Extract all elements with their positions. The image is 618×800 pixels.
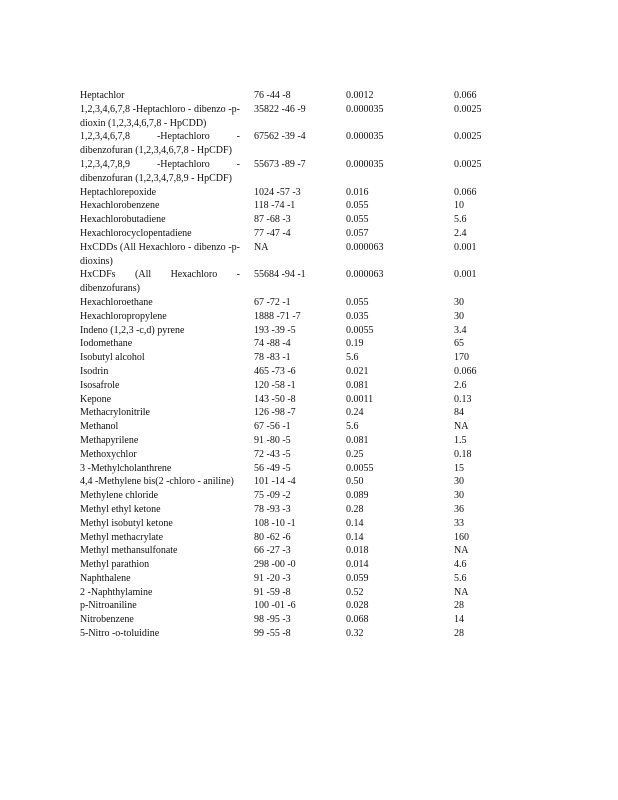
constituent-name-cell <box>80 475 254 489</box>
wastewater-value: 0.14 <box>346 517 364 529</box>
wastewater-value: 0.14 <box>346 531 364 543</box>
constituent-name-cell <box>80 89 254 103</box>
table-row <box>80 420 520 434</box>
table-row <box>80 489 520 503</box>
cas-number: 66 -27 -3 <box>254 545 291 557</box>
constituent-name-cell <box>80 558 254 572</box>
nonwastewater-value: 30 <box>454 310 464 322</box>
constituent-name: Iodomethane <box>80 338 133 350</box>
constituent-name-cell <box>80 599 254 613</box>
constituent-name: Naphthalene <box>80 572 131 584</box>
table-row <box>80 613 520 627</box>
constituent-name: Isosafrole <box>80 379 120 391</box>
cas-number: 108 -10 -1 <box>254 517 296 529</box>
nonwastewater-value: 4.6 <box>454 559 467 571</box>
cas-number: 67 -56 -1 <box>254 421 291 433</box>
table-row <box>80 627 520 641</box>
constituent-name: 1,2,3,4,6,7,8 -Heptachloro - dibenzofuran (1,2,3,4,6,7,8 - HpCDF) <box>80 131 240 157</box>
nonwastewater-value: 5.6 <box>454 214 467 226</box>
constituent-name-cell <box>80 503 254 517</box>
nonwastewater-value: 10 <box>454 200 464 212</box>
cas-number: 120 -58 -1 <box>254 379 296 391</box>
nonwastewater-value: 0.0025 <box>454 131 482 143</box>
table-row <box>80 186 520 200</box>
wastewater-value: 0.089 <box>346 490 369 502</box>
constituent-name: Isodrin <box>80 365 109 377</box>
constituent-name-cell <box>80 268 254 296</box>
wastewater-value: 0.24 <box>346 407 364 419</box>
cas-number: 193 -39 -5 <box>254 324 296 336</box>
wastewater-value: 0.028 <box>346 600 369 612</box>
table-row <box>80 241 520 269</box>
constituent-name-cell <box>80 420 254 434</box>
cas-number: 78 -83 -1 <box>254 352 291 364</box>
cas-number: 87 -68 -3 <box>254 214 291 226</box>
constituent-name-cell <box>80 462 254 476</box>
wastewater-value: 0.068 <box>346 614 369 626</box>
cas-number: 143 -50 -8 <box>254 393 296 405</box>
table-row <box>80 406 520 420</box>
wastewater-value: 0.0012 <box>346 90 374 101</box>
wastewater-value: 0.081 <box>346 434 369 446</box>
nonwastewater-value: 2.6 <box>454 379 467 391</box>
cas-number: 465 -73 -6 <box>254 365 296 377</box>
nonwastewater-value: 3.4 <box>454 324 467 336</box>
wastewater-value: 0.000035 <box>346 131 384 143</box>
constituent-name-cell <box>80 448 254 462</box>
wastewater-value: 0.057 <box>346 227 369 239</box>
cas-number: 76 -44 -8 <box>254 90 291 101</box>
table-row <box>80 268 520 296</box>
nonwastewater-value: 30 <box>454 296 464 308</box>
cas-number: 1024 -57 -3 <box>254 186 301 198</box>
cas-number: 80 -62 -6 <box>254 531 291 543</box>
constituent-name: Nitrobenzene <box>80 614 134 626</box>
wastewater-value: 0.52 <box>346 586 364 598</box>
wastewater-value: 0.016 <box>346 186 369 198</box>
constituent-name: Methanol <box>80 421 119 433</box>
nonwastewater-value: 0.066 <box>454 365 477 377</box>
table-row <box>80 130 520 158</box>
table-row <box>80 572 520 586</box>
constituent-name-cell <box>80 324 254 338</box>
table-row <box>80 337 520 351</box>
constituent-name: 5-Nitro -o-toluidine <box>80 628 160 640</box>
wastewater-value: 0.014 <box>346 559 369 571</box>
table-row <box>80 586 520 600</box>
wastewater-value: 0.055 <box>346 200 369 212</box>
cas-number: 98 -95 -3 <box>254 614 291 626</box>
constituent-name-cell <box>80 213 254 227</box>
nonwastewater-value: 30 <box>454 490 464 502</box>
constituent-name: 4,4 -Methylene bis(2 -chloro - aniline) <box>80 476 234 488</box>
wastewater-value: 0.000035 <box>346 103 384 115</box>
constituent-name: Methyl ethyl ketone <box>80 503 161 515</box>
wastewater-value: 5.6 <box>346 421 359 433</box>
constituent-name: Kepone <box>80 393 112 405</box>
wastewater-value: 0.0055 <box>346 462 374 474</box>
constituent-name: Methapyrilene <box>80 434 139 446</box>
constituent-name-cell <box>80 337 254 351</box>
constituent-name-cell <box>80 393 254 407</box>
table-row <box>80 462 520 476</box>
constituent-name-cell <box>80 296 254 310</box>
cas-number: 75 -09 -2 <box>254 490 291 502</box>
nonwastewater-value: 160 <box>454 531 469 543</box>
table-row <box>80 475 520 489</box>
constituent-name: Hexachloroethane <box>80 296 153 308</box>
constituent-name-cell <box>80 199 254 213</box>
nonwastewater-value: 170 <box>454 352 469 364</box>
nonwastewater-value: 30 <box>454 476 464 488</box>
constituent-name: p-Nitroaniline <box>80 600 137 612</box>
cas-number: 99 -55 -8 <box>254 628 291 640</box>
constituent-name: Hexachlorobutadiene <box>80 214 166 226</box>
wastewater-value: 0.059 <box>346 572 369 584</box>
constituent-name: Methyl methacrylate <box>80 531 164 543</box>
table-row <box>80 544 520 558</box>
constituent-name: 2 -Naphthylamine <box>80 586 153 598</box>
cas-number: 1888 -71 -7 <box>254 310 301 322</box>
nonwastewater-value: 0.066 <box>454 90 477 101</box>
cas-number: 72 -43 -5 <box>254 448 291 460</box>
table-row <box>80 448 520 462</box>
constituent-name-cell <box>80 434 254 448</box>
constituent-name-cell <box>80 613 254 627</box>
nonwastewater-value: 0.066 <box>454 186 477 198</box>
wastewater-value: 0.000063 <box>346 241 384 253</box>
constituent-name: Methylene chloride <box>80 490 159 502</box>
cas-number: 100 -01 -6 <box>254 600 296 612</box>
cas-number: 55673 -89 -7 <box>254 158 306 170</box>
constituent-name-cell <box>80 379 254 393</box>
constituent-name: Heptachlorepoxide <box>80 186 157 198</box>
cas-number: 118 -74 -1 <box>254 200 296 212</box>
cas-number: 74 -88 -4 <box>254 338 291 350</box>
constituent-name-cell <box>80 241 254 269</box>
nonwastewater-value: 5.6 <box>454 572 467 584</box>
wastewater-value: 0.000035 <box>346 158 384 170</box>
table-row <box>80 227 520 241</box>
constituent-name: Methacrylonitrile <box>80 407 150 419</box>
table-row <box>80 599 520 613</box>
cas-number: 91 -59 -8 <box>254 586 291 598</box>
constituent-name: Methoxychlor <box>80 448 137 460</box>
cas-number: 78 -93 -3 <box>254 503 291 515</box>
constituent-table <box>80 89 520 641</box>
table-row <box>80 213 520 227</box>
wastewater-value: 0.055 <box>346 214 369 226</box>
constituent-name-cell <box>80 406 254 420</box>
cas-number: 55684 -94 -1 <box>254 269 306 281</box>
nonwastewater-value: 65 <box>454 338 464 350</box>
nonwastewater-value: 28 <box>454 600 464 612</box>
nonwastewater-value: NA <box>454 421 469 433</box>
cas-number: 298 -00 -0 <box>254 559 296 571</box>
cas-number: 91 -20 -3 <box>254 572 291 584</box>
cas-number: 67 -72 -1 <box>254 296 291 308</box>
constituent-name: Methyl isobutyl ketone <box>80 517 173 529</box>
wastewater-value: 0.000063 <box>346 269 384 281</box>
wastewater-value: 0.035 <box>346 310 369 322</box>
constituent-name-cell <box>80 489 254 503</box>
constituent-name: 1,2,3,4,7,8,9 -Heptachloro - dibenzofuran (1,2,3,4,7,8,9 - HpCDF) <box>80 158 240 184</box>
nonwastewater-value: 2.4 <box>454 227 467 239</box>
nonwastewater-value: 0.13 <box>454 393 472 405</box>
constituent-name-cell <box>80 351 254 365</box>
table-row <box>80 365 520 379</box>
table-row <box>80 517 520 531</box>
wastewater-value: 0.055 <box>346 296 369 308</box>
table-row <box>80 531 520 545</box>
wastewater-value: 0.0055 <box>346 324 374 336</box>
cas-number: 56 -49 -5 <box>254 462 291 474</box>
constituent-name: HxCDFs (All Hexachloro - dibenzofurans) <box>80 269 240 295</box>
nonwastewater-value: 33 <box>454 517 464 529</box>
cas-number: 91 -80 -5 <box>254 434 291 446</box>
wastewater-value: 5.6 <box>346 352 359 364</box>
table-row <box>80 296 520 310</box>
nonwastewater-value: 1.5 <box>454 434 467 446</box>
nonwastewater-value: 28 <box>454 628 464 640</box>
nonwastewater-value: 0.0025 <box>454 158 482 170</box>
wastewater-value: 0.19 <box>346 338 364 350</box>
constituent-name: Hexachlorocyclopentadiene <box>80 227 192 239</box>
constituent-name: Hexachlorobenzene <box>80 200 160 212</box>
wastewater-value: 0.081 <box>346 379 369 391</box>
constituent-name-cell <box>80 310 254 324</box>
nonwastewater-value: NA <box>454 586 469 598</box>
table-row <box>80 434 520 448</box>
wastewater-value: 0.0011 <box>346 393 374 405</box>
constituent-name: 1,2,3,4,6,7,8 -Heptachloro - dibenzo -p-dioxin (1,2,3,4,6,7,8 - HpCDD) <box>80 103 240 129</box>
table-row <box>80 393 520 407</box>
wastewater-value: 0.50 <box>346 476 364 488</box>
nonwastewater-value: 15 <box>454 462 464 474</box>
constituent-name-cell <box>80 103 254 131</box>
cas-number: 101 -14 -4 <box>254 476 296 488</box>
table-body <box>80 89 520 641</box>
constituent-name-cell <box>80 586 254 600</box>
nonwastewater-value: 36 <box>454 503 464 515</box>
wastewater-value: 0.28 <box>346 503 364 515</box>
wastewater-value: 0.021 <box>346 365 369 377</box>
constituent-name-cell <box>80 517 254 531</box>
constituent-name-cell <box>80 227 254 241</box>
table-row <box>80 158 520 186</box>
cas-number: NA <box>254 241 269 253</box>
table-row <box>80 199 520 213</box>
constituent-name: 3 -Methylcholanthrene <box>80 462 172 474</box>
constituent-name: Methyl methansulfonate <box>80 545 178 557</box>
constituent-name: Methyl parathion <box>80 559 150 571</box>
nonwastewater-value: 0.0025 <box>454 103 482 115</box>
nonwastewater-value: 0.001 <box>454 241 477 253</box>
nonwastewater-value: 84 <box>454 407 464 419</box>
constituent-name-cell <box>80 365 254 379</box>
table-row <box>80 379 520 393</box>
cas-number: 35822 -46 -9 <box>254 103 306 115</box>
nonwastewater-value: 0.18 <box>454 448 472 460</box>
constituent-name-cell <box>80 572 254 586</box>
constituent-name: Indeno (1,2,3 -c,d) pyrene <box>80 324 185 336</box>
constituent-name: Isobutyl alcohol <box>80 352 145 364</box>
wastewater-value: 0.018 <box>346 545 369 557</box>
wastewater-value: 0.25 <box>346 448 364 460</box>
table-row <box>80 503 520 517</box>
constituent-name: Heptachlor <box>80 90 125 101</box>
table-row <box>80 324 520 338</box>
constituent-name: HxCDDs (All Hexachloro - dibenzo -p-dioxins) <box>80 241 240 267</box>
constituent-name-cell <box>80 627 254 641</box>
nonwastewater-value: NA <box>454 545 469 557</box>
constituent-name: Hexachloropropylene <box>80 310 167 322</box>
cas-number: 126 -98 -7 <box>254 407 296 419</box>
nonwastewater-value: 14 <box>454 614 464 626</box>
table-row <box>80 89 520 103</box>
constituent-name-cell <box>80 544 254 558</box>
constituent-name-cell <box>80 158 254 186</box>
wastewater-value: 0.32 <box>346 628 364 640</box>
nonwastewater-value: 0.001 <box>454 269 477 281</box>
table-row <box>80 351 520 365</box>
constituent-name-cell <box>80 130 254 158</box>
constituent-name-cell <box>80 186 254 200</box>
cas-number: 67562 -39 -4 <box>254 131 306 143</box>
table-row <box>80 558 520 572</box>
cas-number: 77 -47 -4 <box>254 227 291 239</box>
constituent-name-cell <box>80 531 254 545</box>
table-row <box>80 103 520 131</box>
table-row <box>80 310 520 324</box>
